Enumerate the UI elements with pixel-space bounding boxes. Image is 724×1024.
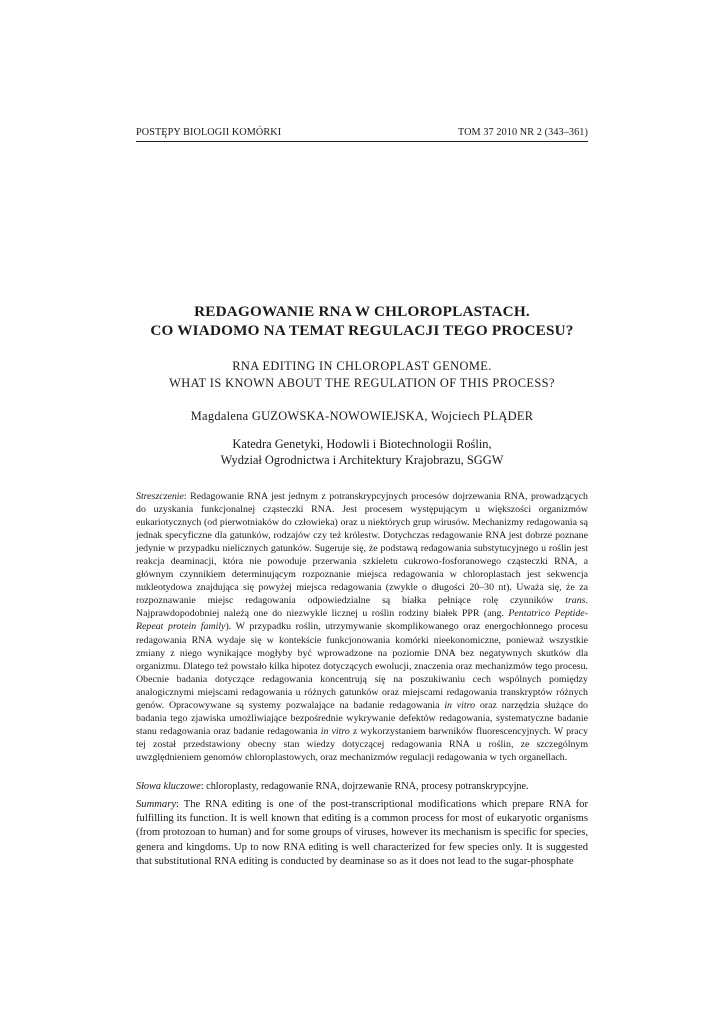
volume-info: TOM 37 2010 NR 2 (343–361) <box>457 127 588 138</box>
abstract-italic-3: in vitro <box>444 699 476 711</box>
article-title-english-line-2: WHAT IS KNOWN ABOUT THE REGULATION OF THIS PROCESS? <box>169 376 555 390</box>
authors: Magdalena GUZOWSKA-NOWOWIEJSKA, Wojciech PLĄDER <box>190 409 534 423</box>
affiliation-line-2: Wydział Ogrodnictwa i Architektury Krajobrazu, SGGW <box>220 453 504 467</box>
abstract-text-4: oraz narzędzia służące do badania tego zjawiska umożliwiające bezpośrednie wykrywanie defektów redagowania, systematyczne badanie stanu redagowania oraz badanie redagowania <box>136 699 588 737</box>
abstract-text-1: : Redagowanie RNA jest jednym z potranskrypcyjnych procesów dojrzewania RNA, prowadzących do uzyskania funkcjonalnej cząsteczki RNA. Jest procesem występującym u większości organizmów eukariotycznych (od pierwotniaków do człowieka) oraz u niektórych grup wirusów. Mechanizmy redagowania są jednak specyficzne dla gatunków, rodzajów czy też królestw. Dotychczas redagowanie RNA jest dobrze poznane jedynie w przypadku nielicznych gatunków. Sugeruje się, że podstawą redagowania substytucyjnego u roślin jest reakcja deaminacji, która nie powoduje przerwania szkieletu cukrowo-fosforanowego cząsteczki RNA, a głównym czynnikiem determinującym rozpoznanie miejsca redagowania w chloroplastach jest sekwencja nukleotydowa znajdująca się powyżej miejsca redagowania (zwykle o długości 20–30 nt). Uważa się, że za rozpoznawanie miejsc redagowania odpowiedzialne są białka pełniące rolę czynników <box>136 491 588 607</box>
article-title-line-1: REDAGOWANIE RNA W CHLOROPLASTACH. <box>194 303 530 320</box>
abstract-label: Streszczenie <box>136 491 184 502</box>
affiliation <box>110 436 614 468</box>
abstract-italic-2: Pentatrico Peptide-Repeat protein family <box>136 608 588 633</box>
affiliation-line-1: Katedra Genetyki, Hodowli i Biotechnologii Roślin, <box>232 437 492 451</box>
keywords <box>136 780 588 793</box>
article-title-english <box>110 358 614 392</box>
summary-english <box>136 798 588 869</box>
summary-label: Summary <box>136 799 177 810</box>
abstract-italic-4: in vitro <box>320 725 350 737</box>
article-title-english-line-1: RNA EDITING IN CHLOROPLAST GENOME. <box>232 359 492 373</box>
keywords-text: : chloroplasty, redagowanie RNA, dojrzewanie RNA, procesy potranskrypcyjne. <box>200 781 529 792</box>
abstract-text-3: ). W przypadku roślin, utrzymywanie skomplikowanego oraz energochłonnego procesu redagowania RNA wydaje się w kontekście funkcjonowania komórki nieekonomiczne, ponieważ wszystkie zmiany z niego wynikające mogłyby być wprowadzone na poziomie DNA bez negatywnych skutków dla organizmu. Dlatego też powstało kilka hipotez dotyczących ewolucji, znaczenia oraz mechanizmów tego procesu. Obecnie badania dotyczące redagowania koncentrują się na poszukiwaniu cech wspólnych pomiędzy analogicznymi miejscami redagowania u różnych gatunków oraz miejscami redagowania transkryptów różnych genów. Opracowywane są systemy pozwalające na badanie redagowania <box>136 621 588 711</box>
abstract-polish <box>136 490 588 764</box>
running-header <box>136 127 588 142</box>
journal-name: POSTĘPY BIOLOGII KOMÓRKI <box>136 127 282 138</box>
abstract-text-2: . Najprawdopodobniej należą one do niezwykle licznej u roślin rodziny białek PPR (ang. <box>136 595 588 620</box>
keywords-label: Słowa kluczowe <box>136 781 201 792</box>
abstract-italic-1: trans <box>565 595 586 607</box>
summary-text: : The RNA editing is one of the post-transcriptional modifications which prepare RNA for fulfilling its function. It is well known that editing is a common process for most of eukaryotic organisms (from protozoan to human) and for some groups of viruses, however its mechanism is specific for species, genera and kingdoms. Up to now RNA editing is well characterized for few species only. It is suggested that substitutional RNA editing is conducted by deaminase so as it does not lead to the sugar-phosphate <box>136 799 588 867</box>
article-title <box>110 302 614 340</box>
abstract-text-5: z wykorzystaniem barwników fluorescencyjnych. W pracy tej został przedstawiony obecny stan wiedzy dotyczącej redagowania RNA u roślin, ze szczególnym uwzględnieniem genomów chloroplastowych, oraz mechanizmów regulacji redagowania w tych organellach. <box>136 725 589 763</box>
article-title-line-2: CO WIADOMO NA TEMAT REGULACJI TEGO PROCESU? <box>150 322 574 339</box>
